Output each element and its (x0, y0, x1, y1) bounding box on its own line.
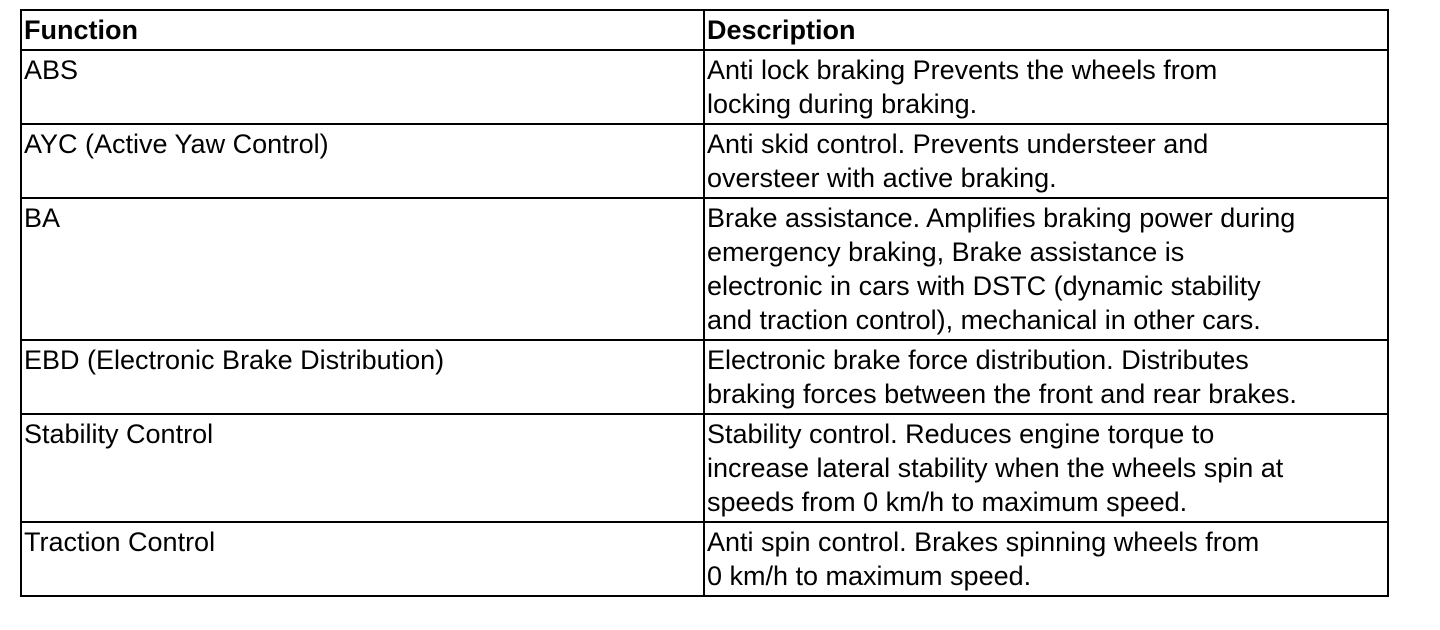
description-line: Brake assistance. Amplifies braking power during (707, 203, 1296, 233)
description-cell (704, 50, 1388, 124)
description-line: speeds from 0 km/h to maximum speed. (707, 487, 1188, 517)
description-line: Anti lock braking Prevents the wheels from (707, 55, 1218, 85)
description-line: oversteer with active braking. (707, 163, 1057, 193)
description-line: 0 km/h to maximum speed. (707, 561, 1032, 591)
function-cell: BA (21, 198, 704, 340)
description-cell (704, 198, 1388, 340)
table-row (21, 198, 1388, 340)
description-cell (704, 414, 1388, 522)
description-line: electronic in cars with DSTC (dynamic stability (707, 271, 1261, 301)
table-row (21, 340, 1388, 414)
function-cell: AYC (Active Yaw Control) (21, 124, 704, 198)
function-cell: Stability Control (21, 414, 704, 522)
description-cell (704, 124, 1388, 198)
function-cell: Traction Control (21, 522, 704, 596)
description-line: Anti skid control. Prevents understeer and (707, 129, 1209, 159)
table-row (21, 522, 1388, 596)
description-line: Stability control. Reduces engine torque to (707, 419, 1215, 449)
function-cell: ABS (21, 50, 704, 124)
description-cell (704, 522, 1388, 596)
description-line: braking forces between the front and rear brakes. (707, 379, 1297, 409)
table-header-row (21, 10, 1388, 50)
function-cell: EBD (Electronic Brake Distribution) (21, 340, 704, 414)
column-header-description: Description (704, 10, 1388, 50)
column-header-function: Function (21, 10, 704, 50)
description-line: locking during braking. (707, 89, 978, 119)
description-line: increase lateral stability when the wheels spin at (707, 453, 1284, 483)
description-line: emergency braking, Brake assistance is (707, 237, 1185, 267)
table-row (21, 414, 1388, 522)
brake-functions-table (20, 9, 1389, 597)
description-cell (704, 340, 1388, 414)
description-line: Anti spin control. Brakes spinning wheels from (707, 527, 1260, 557)
table-row (21, 124, 1388, 198)
description-line: Electronic brake force distribution. Distributes (707, 345, 1249, 375)
description-line: and traction control), mechanical in other cars. (707, 305, 1261, 335)
table-row (21, 50, 1388, 124)
